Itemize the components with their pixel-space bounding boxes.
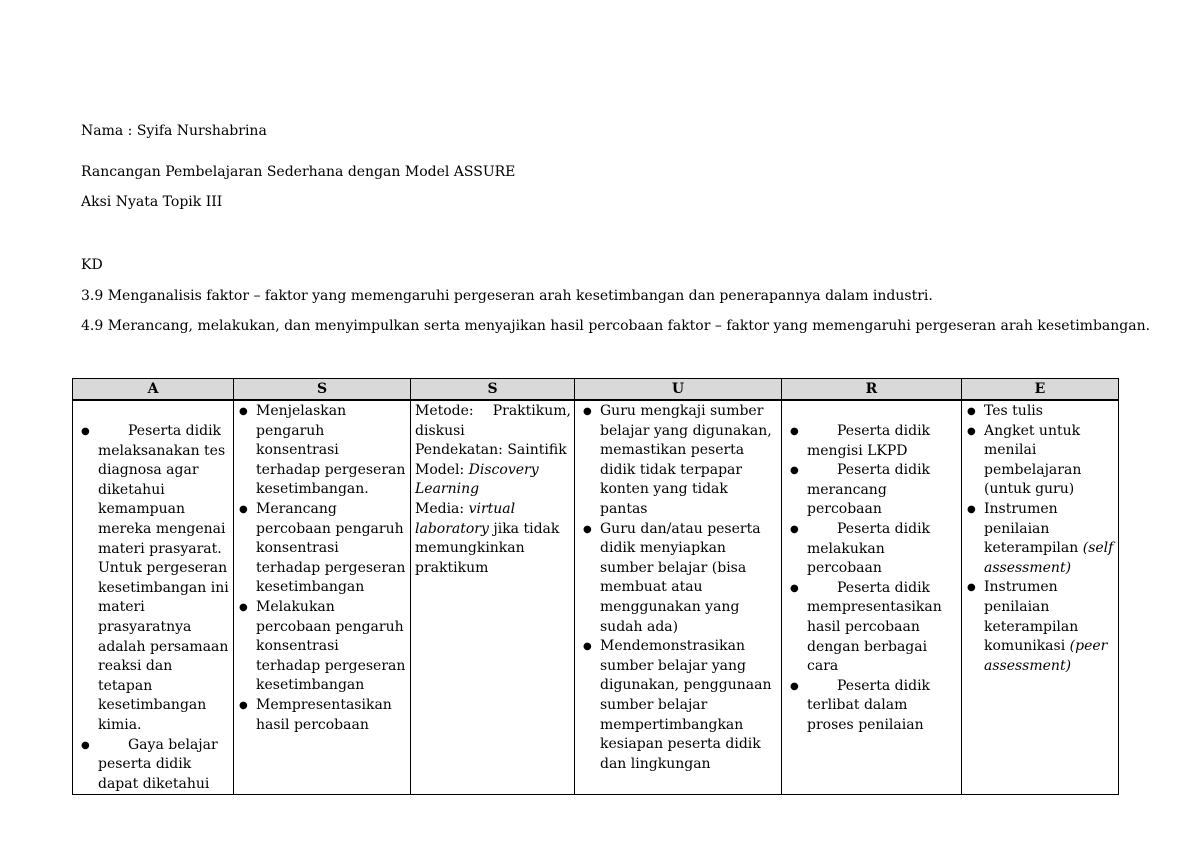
list-item: ● Peserta didik merancang percobaan [786,461,958,520]
list-item: ● Mendemonstrasikan sumber belajar yang digunakan, penggunaan sumber belajar mempertimbangkan kesiapan peserta didik dan lingkungan [579,637,778,774]
student-name: Nama : Syifa Nurshabrina [81,123,267,139]
cell-state-objectives [234,400,411,795]
list-item: ● Peserta didik melakukan percobaan [786,520,958,579]
list-item: ● Instrumen penilaian keterampilan komunikasi (peer assessment) [966,578,1115,676]
kd-4-9: 4.9 Merancang, melakukan, dan menyimpulkan serta menyajikan hasil percobaan faktor – faktor yang memengaruhi pergeseran arah kesetimbangan. [81,318,1151,334]
table-header-row [73,379,1119,401]
list-item: ● Guru mengkaji sumber belajar yang digunakan, memastikan peserta didik tidak terpapar konten yang tidak pantas [579,402,778,520]
list-item: ● Menjelaskan pengaruh konsentrasi terhadap pergeseran kesetimbangan. [238,402,407,500]
media-text: Media: virtual laboratory jika tidak memungkinkan praktikum [415,500,560,576]
header-e: E [962,379,1119,401]
list-item: ● Peserta didik melaksanakan tes diagnosa agar diketahui kemampuan mereka mengenai materi prasyarat. Untuk pergeseran kesetimbangan ini materi prasyaratnya adalah persamaan reaksi dan tetapan kesetimbangan kimia. [77,422,230,736]
list-item: ● Gaya belajar peserta didik dapat diketahui [77,736,230,795]
header-s2: S [411,379,575,401]
document-subtitle: Aksi Nyata Topik III [81,194,223,210]
pendekatan-text: Pendekatan: Saintifik [415,442,567,459]
cell-require-participation [782,400,962,795]
kd-label: KD [81,257,103,273]
list-item: ● Peserta didik mengisi LKPD [786,422,958,461]
cell-utilize-media [575,400,782,795]
model-text: Model: Discovery Learning [415,461,539,498]
list-item: ● Instrumen penilaian keterampilan (self assessment) [966,500,1115,578]
header-r: R [782,379,962,401]
cell-analyze-learners [73,400,234,795]
document-title: Rancangan Pembelajaran Sederhana dengan Model ASSURE [81,164,516,180]
list-item: ● Tes tulis [966,402,1115,422]
list-item: ● Mempresentasikan hasil percobaan [238,696,407,735]
cell-select-methods [411,400,575,795]
list-item: ● Guru dan/atau peserta didik menyiapkan sumber belajar (bisa membuat atau menggunakan yang sudah ada) [579,520,778,638]
metode-text: Metode: Praktikum, diskusi [415,403,571,439]
header-s1: S [234,379,411,401]
kd-3-9: 3.9 Menganalisis faktor – faktor yang memengaruhi pergeseran arah kesetimbangan dan penerapannya dalam industri. [81,288,933,304]
cell-evaluate [962,400,1119,795]
assure-table [72,378,1119,795]
list-item: ● Melakukan percobaan pengaruh konsentrasi terhadap pergeseran kesetimbangan [238,598,407,696]
list-item: ● Peserta didik mempresentasikan hasil percobaan dengan berbagai cara [786,579,958,677]
list-item: ● Merancang percobaan pengaruh konsentrasi terhadap pergeseran kesetimbangan [238,500,407,598]
table-row [73,400,1119,795]
list-item: ● Peserta didik terlibat dalam proses penilaian [786,677,958,736]
header-u: U [575,379,782,401]
header-a: A [73,379,234,401]
list-item: ● Angket untuk menilai pembelajaran (untuk guru) [966,422,1115,500]
